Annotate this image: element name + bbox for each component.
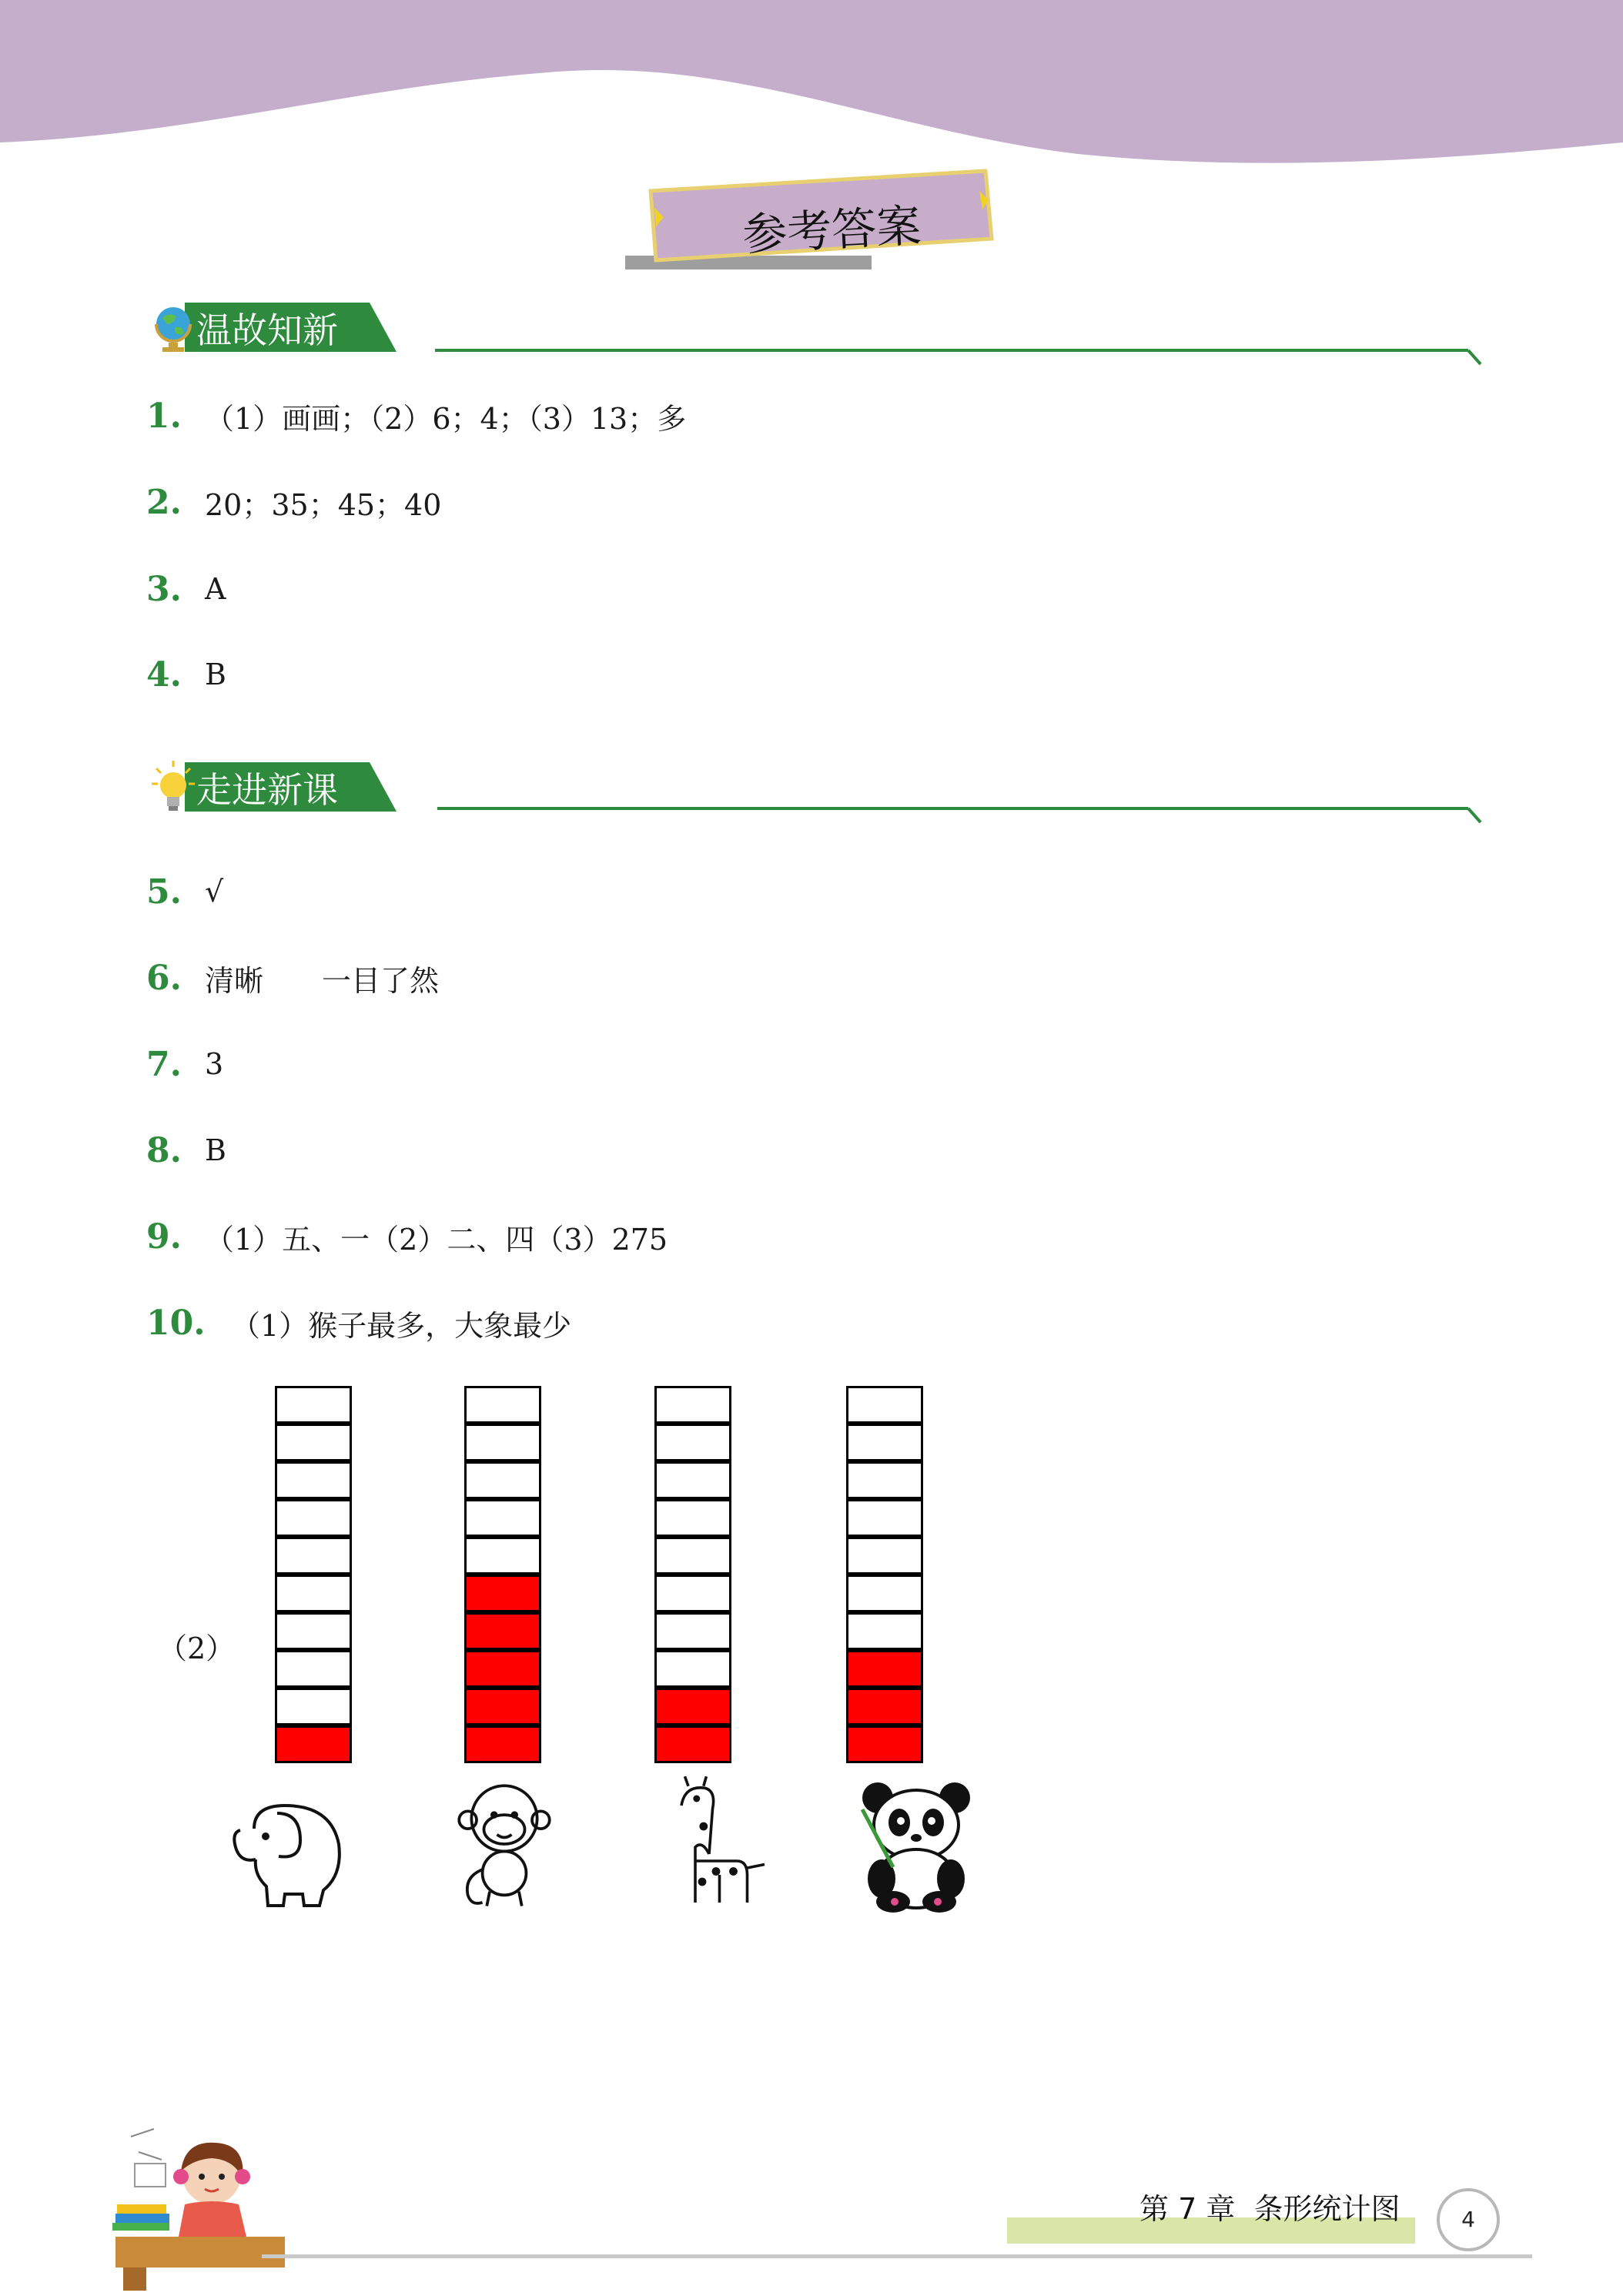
question-number: 1.: [146, 396, 182, 436]
bar-cell-filled: [654, 1688, 731, 1725]
student-girl-illustration: [108, 2121, 323, 2291]
question-answer: 3: [205, 1047, 224, 1081]
bar-cell-empty: [654, 1499, 731, 1537]
question-number: 10.: [146, 1303, 206, 1343]
bar-cell-empty: [846, 1461, 923, 1499]
bar-cell-filled: [464, 1612, 541, 1650]
bar-cell-empty: [275, 1575, 352, 1612]
question-number: 2.: [146, 482, 182, 522]
question-number: 8.: [146, 1130, 182, 1170]
answer-title-banner: [624, 162, 1009, 277]
chart-subquestion-label: （2）: [158, 1632, 236, 1665]
bar-monkey: [464, 1386, 541, 1763]
question-answer: （1）画画；（2）6；4；（3）13；多: [205, 401, 687, 436]
section-heading-review: [150, 296, 1482, 358]
question-row: [146, 1300, 571, 1346]
bar-cell-empty: [464, 1461, 541, 1499]
section-heading-new-lesson: [150, 756, 1482, 818]
page-number: 4: [1437, 2188, 1500, 2251]
section-ribbon: [150, 296, 1482, 366]
question-row: [146, 869, 223, 915]
bar-cell-empty: [275, 1688, 352, 1725]
question-answer: （1）五、一（2）二、四（3）275: [205, 1222, 668, 1257]
question-answer: √: [205, 875, 224, 909]
bar-cell-empty: [275, 1650, 352, 1688]
page-title: 参考答案: [741, 199, 922, 262]
question-row: [146, 1127, 226, 1173]
bar-cell-empty: [275, 1537, 352, 1575]
bar-cell-empty: [654, 1424, 731, 1461]
section-title: 走进新课: [196, 769, 338, 811]
bar-cell-empty: [846, 1499, 923, 1537]
bar-giraffe: [654, 1386, 731, 1763]
bar-panda: [846, 1386, 923, 1763]
question-row: [146, 1041, 223, 1087]
top-wave-banner: [0, 0, 1623, 177]
bar-cell-empty: [654, 1575, 731, 1612]
panda-icon: [847, 1775, 986, 1913]
question-row: [146, 651, 226, 698]
question-answer: B: [205, 1133, 226, 1167]
monkey-icon: [435, 1775, 574, 1913]
bar-cell-empty: [654, 1537, 731, 1575]
bar-cell-empty: [846, 1424, 923, 1461]
bar-cell-empty: [275, 1386, 352, 1424]
elephant-icon: [223, 1782, 362, 1921]
lightbulb-icon: [150, 759, 196, 816]
chapter-title: 第 7 章 条形统计图: [1139, 2192, 1400, 2226]
bar-cell-empty: [275, 1461, 352, 1499]
bar-cell-filled: [464, 1650, 541, 1688]
question-number: 6.: [146, 958, 182, 998]
bar-cell-filled: [846, 1650, 923, 1688]
globe-icon: [150, 301, 196, 355]
question-number: 5.: [146, 872, 182, 912]
question-answer: B: [205, 658, 226, 691]
bar-cell-empty: [654, 1461, 731, 1499]
question-number: 9.: [146, 1217, 182, 1257]
bar-cell-empty: [275, 1612, 352, 1650]
question-number: 3.: [146, 569, 182, 609]
bar-cell-filled: [654, 1725, 731, 1763]
giraffe-icon: [647, 1771, 785, 1909]
bar-cell-empty: [464, 1499, 541, 1537]
footer-rule: [262, 2254, 1532, 2258]
bar-cell-empty: [275, 1424, 352, 1461]
question-row: [146, 566, 226, 612]
question-answer: 20；35；45；40: [205, 487, 442, 522]
bar-elephant: [275, 1386, 352, 1763]
question-answer: A: [205, 572, 226, 606]
section-ribbon: [150, 756, 1482, 825]
bar-cell-empty: [654, 1650, 731, 1688]
bar-cell-filled: [464, 1688, 541, 1725]
question-number: 4.: [146, 654, 182, 694]
bar-cell-empty: [846, 1612, 923, 1650]
bar-cell-empty: [654, 1386, 731, 1424]
question-answer: 清晰 一目了然: [205, 963, 440, 998]
bar-cell-empty: [846, 1537, 923, 1575]
bar-cell-empty: [846, 1386, 923, 1424]
question-row: [146, 955, 439, 1001]
bar-cell-empty: [464, 1424, 541, 1461]
bar-cell-filled: [275, 1725, 352, 1763]
question-number: 7.: [146, 1044, 182, 1084]
bar-cell-filled: [464, 1575, 541, 1612]
question-answer: （1）猴子最多，大象最少: [231, 1308, 572, 1343]
bar-cell-empty: [275, 1499, 352, 1537]
bar-cell-filled: [464, 1725, 541, 1763]
bar-cell-empty: [846, 1575, 923, 1612]
bar-cell-empty: [464, 1386, 541, 1424]
bar-cell-filled: [846, 1725, 923, 1763]
section-title: 温故知新: [196, 310, 338, 351]
question-row: [146, 1213, 668, 1260]
bar-cell-filled: [846, 1688, 923, 1725]
question-row: [146, 393, 686, 439]
bar-cell-empty: [654, 1612, 731, 1650]
question-row: [146, 479, 441, 525]
bar-cell-empty: [464, 1537, 541, 1575]
